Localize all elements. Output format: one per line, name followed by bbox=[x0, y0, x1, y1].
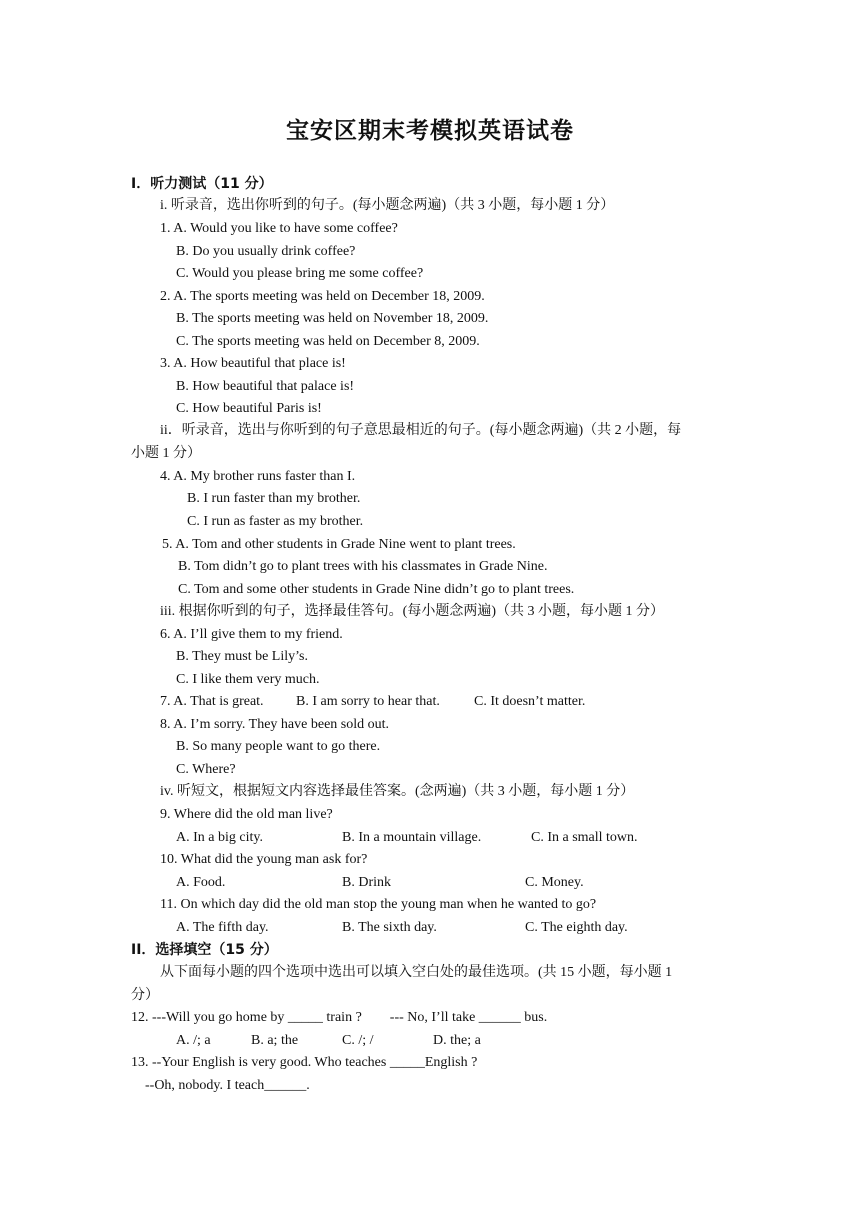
q12-option-d: D. the; a bbox=[433, 1033, 481, 1048]
q12-stem: 12. ---Will you go home by _____ train ? --- No, I’ll take ______ bus. bbox=[131, 1010, 548, 1025]
q2-option-a: 2. A. The sports meeting was held on December 18, 2009. bbox=[160, 289, 485, 304]
q11-stem: 11. On which day did the old man stop the young man when he wanted to go? bbox=[160, 897, 597, 912]
q11-option-a: A. The fifth day. bbox=[176, 920, 269, 935]
exam-title: 宝安区期末考模拟英语试卷 bbox=[286, 118, 574, 144]
q8-option-c: C. Where? bbox=[176, 762, 236, 777]
q6-option-c: C. I like them very much. bbox=[176, 672, 320, 687]
q3-option-a: 3. A. How beautiful that place is! bbox=[160, 356, 346, 371]
part-i-instruction: i. 听录音，选出你听到的句子。(每小题念两遍)（共 3 小题，每小题 1 分） bbox=[160, 198, 615, 213]
part-iv-instruction: iv. 听短文，根据短文内容选择最佳答案。(念两遍)（共 3 小题，每小题 1 分） bbox=[160, 784, 635, 799]
part-iii-instruction: iii. 根据你听到的句子，选择最佳答句。(每小题念两遍)（共 3 小题，每小题 1 分） bbox=[160, 604, 664, 619]
q7-option-a: 7. A. That is great. bbox=[160, 694, 264, 709]
q10-option-a: A. Food. bbox=[176, 875, 226, 890]
q10-stem: 10. What did the young man ask for? bbox=[160, 852, 368, 867]
q6-option-b: B. They must be Lily’s. bbox=[176, 649, 308, 664]
part-ii-instruction-line1: ii．听录音，选出与你听到的句子意思最相近的句子。(每小题念两遍)（共 2 小题，每 bbox=[160, 423, 682, 438]
q10-option-b: B. Drink bbox=[342, 875, 391, 890]
q13-reply: --Oh, nobody. I teach______. bbox=[145, 1078, 310, 1093]
q1-option-a: 1. A. Would you like to have some coffee? bbox=[160, 221, 398, 236]
q3-option-b: B. How beautiful that palace is! bbox=[176, 379, 355, 394]
q8-option-b: B. So many people want to go there. bbox=[176, 739, 381, 754]
q9-option-c: C. In a small town. bbox=[531, 830, 638, 845]
q2-option-b: B. The sports meeting was held on November 18, 2009. bbox=[176, 311, 489, 326]
q4-option-b: B. I run faster than my brother. bbox=[187, 491, 361, 506]
section1-heading: I．听力测试（11 分） bbox=[131, 176, 273, 192]
q5-option-a: 5. A. Tom and other students in Grade Nine went to plant trees. bbox=[162, 537, 516, 552]
q4-option-c: C. I run as faster as my brother. bbox=[187, 514, 364, 529]
q8-option-a: 8. A. I’m sorry. They have been sold out. bbox=[160, 717, 390, 732]
q11-option-b: B. The sixth day. bbox=[342, 920, 437, 935]
section2-intro-line1: 从下面每小题的四个选项中选出可以填入空白处的最佳选项。(共 15 小题，每小题 1 bbox=[160, 965, 673, 980]
q9-stem: 9. Where did the old man live? bbox=[160, 807, 333, 822]
q1-option-b: B. Do you usually drink coffee? bbox=[176, 244, 356, 259]
q13-stem: 13. --Your English is very good. Who teaches _____English ? bbox=[131, 1055, 478, 1070]
part-ii-instruction-line2: 小题 1 分） bbox=[131, 446, 201, 461]
q6-option-a: 6. A. I’ll give them to my friend. bbox=[160, 627, 343, 642]
q10-option-c: C. Money. bbox=[525, 875, 584, 890]
q12-option-b: B. a; the bbox=[251, 1033, 299, 1048]
q12-option-a: A. /; a bbox=[176, 1033, 211, 1048]
q5-option-b: B. Tom didn’t go to plant trees with his classmates in Grade Nine. bbox=[178, 559, 548, 574]
q2-option-c: C. The sports meeting was held on December 8, 2009. bbox=[176, 334, 480, 349]
q11-option-c: C. The eighth day. bbox=[525, 920, 628, 935]
q3-option-c: C. How beautiful Paris is! bbox=[176, 401, 322, 416]
q9-option-a: A. In a big city. bbox=[176, 830, 263, 845]
q4-option-a: 4. A. My brother runs faster than I. bbox=[160, 469, 356, 484]
q12-option-c: C. /; / bbox=[342, 1033, 374, 1048]
q7-option-c: C. It doesn’t matter. bbox=[474, 694, 586, 709]
section2-heading: II．选择填空（15 分） bbox=[131, 942, 278, 958]
q9-option-b: B. In a mountain village. bbox=[342, 830, 482, 845]
q1-option-c: C. Would you please bring me some coffee? bbox=[176, 266, 424, 281]
section2-intro-line2: 分） bbox=[131, 988, 159, 1003]
q5-option-c: C. Tom and some other students in Grade Nine didn’t go to plant trees. bbox=[178, 582, 575, 597]
q7-option-b: B. I am sorry to hear that. bbox=[296, 694, 440, 709]
